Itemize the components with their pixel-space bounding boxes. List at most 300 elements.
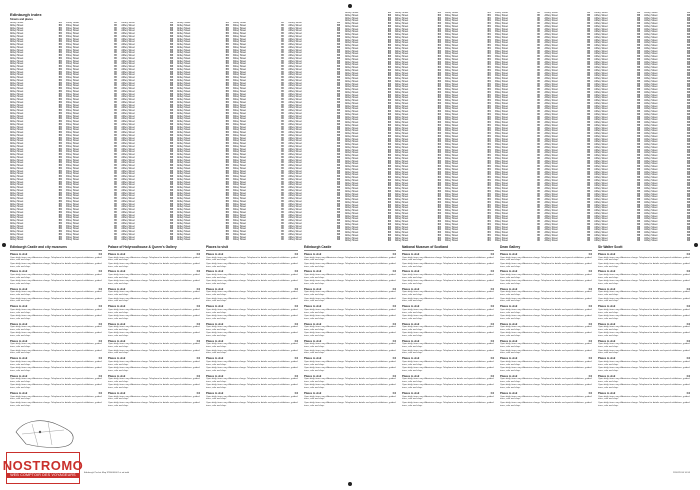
index-entry-ref: D4 bbox=[387, 91, 391, 94]
index-entry-ref: D4 bbox=[337, 156, 340, 159]
index-entry-name: Abbey Street bbox=[444, 102, 458, 105]
index-entry-name: Abbey Street bbox=[288, 203, 302, 206]
index-entry-ref: D4 bbox=[687, 160, 690, 163]
index-entry-ref: D4 bbox=[170, 101, 174, 104]
guide-entry-title: Places to visit bbox=[108, 270, 126, 274]
index-entry-name: Abbey Street bbox=[345, 89, 359, 91]
index-entry-name: Abbey Street bbox=[444, 20, 458, 23]
index-entry-name: Abbey Street bbox=[345, 221, 359, 223]
index-entry-ref: D4 bbox=[487, 149, 491, 152]
index-entry-name: Abbey Street bbox=[394, 218, 409, 221]
index-entry-name: Abbey Street bbox=[121, 189, 135, 192]
index-entry-ref: D4 bbox=[337, 217, 340, 220]
index-entry-ref: D4 bbox=[437, 94, 441, 97]
index-entry-name: Abbey Street bbox=[65, 198, 79, 200]
index-entry-name: Abbey Street bbox=[494, 78, 508, 80]
index-entry-name: Abbey Street bbox=[288, 220, 302, 222]
index-entry-ref: D4 bbox=[637, 108, 641, 111]
index-entry-name: Abbey Street bbox=[345, 36, 359, 39]
index-entry-name: Abbey Street bbox=[644, 146, 658, 149]
index-entry-name: Abbey Street bbox=[177, 27, 191, 30]
index-entry-name: Abbey Street bbox=[288, 118, 302, 121]
index-entry-ref: D4 bbox=[587, 78, 591, 80]
index-entry-ref: D4 bbox=[437, 116, 441, 119]
guide-entry-text: Open daily, times vary. Admission charge. Telephone for details and special exhibitions, guided tours, cafe and shop. bbox=[10, 280, 102, 285]
index-entry-ref: D4 bbox=[687, 163, 690, 166]
index-entry-name: Abbey Street bbox=[644, 152, 658, 155]
index-entry-name: Abbey Street bbox=[544, 12, 558, 14]
index-entry-name: Abbey Street bbox=[177, 228, 191, 231]
index-entry-name: Abbey Street bbox=[644, 17, 658, 20]
guide-entry-ref: C4 bbox=[294, 305, 298, 309]
index-entry-name: Abbey Street bbox=[494, 53, 508, 56]
index-entry-name: Abbey Street bbox=[444, 212, 458, 215]
index-entry-ref: D4 bbox=[170, 49, 174, 52]
guide-entries bbox=[500, 253, 592, 407]
guide-entry-text: Open daily, times vary. Admission charge. Telephone for details and special exhibitions, guided tours, cafe and shop. bbox=[304, 360, 396, 366]
index-entry-name: Abbey Street bbox=[345, 240, 359, 242]
index-entry-ref: D4 bbox=[337, 140, 340, 143]
index-entry-name: Abbey Street bbox=[10, 239, 24, 242]
index-entry-ref: D4 bbox=[58, 77, 62, 79]
index-entry-name: Abbey Street bbox=[544, 133, 558, 135]
index-entry-ref: D4 bbox=[281, 74, 285, 77]
index-entry-name: Abbey Street bbox=[232, 66, 246, 68]
index-entry-ref: D4 bbox=[587, 25, 591, 28]
guide-entry-ref: C4 bbox=[686, 374, 690, 378]
guide-entry-title: Places to visit bbox=[206, 287, 224, 291]
index-entry-name: Abbey Street bbox=[232, 96, 246, 99]
index-entry-ref: D4 bbox=[225, 35, 229, 38]
index-entry-ref: D4 bbox=[170, 129, 174, 132]
index-entry-name: Abbey Street bbox=[644, 155, 658, 157]
index-entry-ref: D4 bbox=[537, 152, 541, 155]
index-entry-name: Abbey Street bbox=[10, 140, 24, 143]
index-entry-name: Abbey Street bbox=[232, 214, 246, 217]
index-entry-name: Abbey Street bbox=[232, 112, 246, 115]
index-entry-ref: D4 bbox=[537, 42, 541, 45]
index-entry-ref: D4 bbox=[437, 232, 441, 234]
index-entry-name: Abbey Street bbox=[345, 75, 359, 78]
index-entry-name: Abbey Street bbox=[644, 80, 658, 83]
index-entry-ref: D4 bbox=[687, 78, 690, 80]
index-entry-name: Abbey Street bbox=[177, 220, 191, 222]
index-entry-ref: D4 bbox=[337, 33, 340, 35]
index-entry-ref: D4 bbox=[487, 144, 491, 146]
index-entry-name: Abbey Street bbox=[65, 187, 79, 189]
index-entry-name: Abbey Street bbox=[10, 233, 24, 236]
index-entry-name: Abbey Street bbox=[10, 101, 24, 104]
index-entry-ref: D4 bbox=[637, 31, 641, 34]
index-entry-name: Abbey Street bbox=[121, 159, 135, 162]
index-entry-name: Abbey Street bbox=[494, 111, 508, 113]
guide-entry-text: Open daily, times vary. Admission charge. Telephone for details and special exhibitions, guided tours, cafe and shop. bbox=[10, 308, 102, 314]
index-entry-ref: D4 bbox=[114, 126, 118, 129]
index-entry-ref: D4 bbox=[225, 184, 229, 187]
index-entry-name: Abbey Street bbox=[494, 138, 508, 141]
index-entry-name: Abbey Street bbox=[10, 214, 24, 217]
index-entry-name: Abbey Street bbox=[444, 207, 458, 210]
index-entry-ref: D4 bbox=[437, 135, 441, 138]
index-entry-name: Abbey Street bbox=[444, 56, 458, 58]
index-entry-name: Abbey Street bbox=[345, 226, 359, 229]
index-entry-name: Abbey Street bbox=[644, 25, 658, 28]
index-entry-ref: D4 bbox=[687, 86, 690, 89]
index-entry-ref: D4 bbox=[114, 143, 118, 145]
index-entry-ref: D4 bbox=[387, 122, 391, 124]
index-entry-ref: D4 bbox=[170, 115, 174, 118]
index-entry-name: Abbey Street bbox=[494, 190, 508, 193]
index-entry-ref: D4 bbox=[58, 231, 62, 233]
index-entry-name: Abbey Street bbox=[644, 97, 658, 100]
index-entry-name: Abbey Street bbox=[494, 193, 508, 196]
guide-entry-text: Open daily, times vary. Admission charge. Telephone for details and special exhibitions, guided tours, cafe and shop. bbox=[304, 332, 396, 338]
index-entry-name: Abbey Street bbox=[121, 195, 135, 198]
index-entry-ref: D4 bbox=[637, 14, 641, 17]
index-entry-ref: D4 bbox=[437, 229, 441, 232]
index-entry-ref: D4 bbox=[687, 14, 690, 17]
index-entry-ref: D4 bbox=[58, 203, 62, 206]
guide-entry-title: Places to visit bbox=[402, 253, 420, 256]
index-entry-name: Abbey Street bbox=[644, 72, 658, 75]
index-entry-name: Abbey Street bbox=[177, 68, 191, 71]
guide-entry-ref: C4 bbox=[392, 287, 396, 291]
index-entry-ref: D4 bbox=[587, 20, 591, 23]
guide-entry-text: Open daily, times vary. Admission charge. Telephone for details and special exhibitions, guided tours, cafe and shop. bbox=[108, 384, 200, 390]
index-entry-ref: D4 bbox=[281, 44, 285, 46]
index-entry-ref: D4 bbox=[58, 151, 62, 154]
index-entry-name: Abbey Street bbox=[444, 86, 458, 89]
index-entry-ref: D4 bbox=[58, 71, 62, 74]
index-entry-name: Abbey Street bbox=[288, 30, 302, 33]
index-entry-ref: D4 bbox=[537, 226, 541, 229]
index-entry-ref: D4 bbox=[437, 215, 441, 218]
index-entry-ref: D4 bbox=[170, 176, 174, 178]
index-entry-name: Abbey Street bbox=[65, 151, 79, 154]
index-entry-name: Abbey Street bbox=[544, 53, 558, 56]
index-entry-ref: D4 bbox=[114, 159, 118, 162]
index-entry-ref: D4 bbox=[437, 179, 441, 182]
index-entry-name: Abbey Street bbox=[594, 149, 608, 152]
index-entry-name: Abbey Street bbox=[65, 52, 79, 55]
index-entry-name: Abbey Street bbox=[288, 41, 302, 44]
index-entry-name: Abbey Street bbox=[644, 102, 658, 105]
index-entry-name: Abbey Street bbox=[232, 55, 246, 57]
index-entry-ref: D4 bbox=[337, 104, 340, 107]
index-entry-name: Abbey Street bbox=[65, 46, 79, 49]
index-entry-name: Abbey Street bbox=[594, 108, 608, 111]
index-entry-ref: D4 bbox=[58, 209, 62, 211]
index-entry-name: Abbey Street bbox=[121, 104, 135, 107]
index-entry-ref: D4 bbox=[337, 214, 340, 217]
index-entry-name: Abbey Street bbox=[345, 61, 359, 64]
index-entry-name: Abbey Street bbox=[121, 162, 135, 165]
guide-entry-text: Open daily, times vary. Admission charge. Telephone for details and special exhibitions, guided tours, cafe and shop. bbox=[500, 297, 592, 303]
index-entry-name: Abbey Street bbox=[288, 173, 302, 176]
index-entry-ref: D4 bbox=[58, 121, 62, 123]
index-entry-ref: D4 bbox=[58, 239, 62, 242]
index-entry-name: Abbey Street bbox=[594, 56, 608, 58]
index-entry-name: Abbey Street bbox=[594, 105, 608, 108]
index-entry-ref: D4 bbox=[387, 234, 391, 237]
index-entry-name: Abbey Street bbox=[345, 94, 359, 97]
index-entry-ref: D4 bbox=[281, 85, 285, 88]
index-entry-ref: D4 bbox=[337, 79, 340, 82]
index-entry-name: Abbey Street bbox=[232, 107, 246, 110]
index-entry-ref: D4 bbox=[487, 237, 491, 240]
index-entry-name: Abbey Street bbox=[444, 149, 458, 152]
index-entry-name: Abbey Street bbox=[544, 75, 558, 78]
guide-heading: Palace of Holyroodhouse & Queen's Gallery bbox=[108, 245, 200, 251]
index-entry-ref: D4 bbox=[337, 173, 340, 176]
index-entry-ref: D4 bbox=[281, 220, 285, 222]
index-entry-ref: D4 bbox=[587, 53, 591, 56]
index-entry-ref: D4 bbox=[337, 162, 340, 165]
index-entry-ref: D4 bbox=[337, 129, 340, 132]
index-entry-ref: D4 bbox=[281, 22, 285, 24]
guide-entry-heading bbox=[402, 392, 494, 395]
index-entry-name: Abbey Street bbox=[121, 140, 135, 143]
index-entry-ref: D4 bbox=[225, 90, 229, 93]
guide-entry-ref: C4 bbox=[98, 253, 102, 256]
index-entry-ref: D4 bbox=[437, 177, 441, 179]
index-entry-name: Abbey Street bbox=[121, 33, 135, 35]
index-entry-name: Abbey Street bbox=[232, 24, 246, 27]
index-entry-ref: D4 bbox=[487, 226, 491, 229]
index-entry-ref: D4 bbox=[170, 222, 174, 225]
index-entry-name: Abbey Street bbox=[65, 99, 79, 101]
index-entry-ref: D4 bbox=[337, 88, 340, 90]
index-entry-name: Abbey Street bbox=[644, 174, 658, 177]
guide-entry-title: Places to visit bbox=[500, 270, 518, 274]
guide-entry-text: Open daily, times vary. Admission charge. Telephone for details and special exhibitions, guided tours, cafe and shop. bbox=[500, 384, 592, 390]
index-entry-ref: D4 bbox=[114, 195, 118, 198]
index-entry-ref: D4 bbox=[58, 74, 62, 77]
index-entry-name: Abbey Street bbox=[177, 60, 191, 63]
index-entry-name: Abbey Street bbox=[288, 27, 302, 30]
index-entry-name: Abbey Street bbox=[121, 115, 135, 118]
index-entry-ref: D4 bbox=[114, 225, 118, 228]
guide-entry-text: Open daily, times vary. Admission charge. Telephone for details and special exhibitions, guided tours, cafe and shop. bbox=[402, 280, 494, 285]
guide-entry-text: Open daily, times vary. Admission charge. Telephone for details and special exhibitions, guided tours, cafe and shop. bbox=[206, 343, 298, 349]
index-entry-ref: D4 bbox=[587, 193, 591, 196]
index-entry-name: Abbey Street bbox=[444, 127, 458, 130]
index-entry-ref: D4 bbox=[170, 214, 174, 217]
index-entry-ref: D4 bbox=[225, 121, 229, 123]
index-entry-name: Abbey Street bbox=[232, 203, 246, 206]
index-entry-name: Abbey Street bbox=[494, 64, 508, 67]
index-subtitle: Streets and places bbox=[10, 18, 33, 21]
index-entry-ref: D4 bbox=[587, 105, 591, 108]
guide-entry-text: Open daily, times vary. Admission charge. Telephone for details and special exhibitions, guided tours, cafe and shop. bbox=[10, 262, 102, 268]
index-entry-ref: D4 bbox=[537, 28, 541, 31]
registration-mark bbox=[348, 4, 352, 8]
index-entry-ref: D4 bbox=[437, 210, 441, 212]
index-entry-name: Abbey Street bbox=[288, 233, 302, 236]
index-entry-ref: D4 bbox=[170, 220, 174, 222]
index-entry-ref: D4 bbox=[58, 44, 62, 46]
index-entry-name: Abbey Street bbox=[494, 155, 508, 157]
index-entry-name: Abbey Street bbox=[177, 159, 191, 162]
index-entry-ref: D4 bbox=[687, 23, 690, 25]
index-entry-name: Abbey Street bbox=[345, 168, 359, 171]
index-entry-name: Abbey Street bbox=[594, 91, 608, 94]
index-entry-ref: D4 bbox=[687, 168, 690, 171]
index-entry-ref: D4 bbox=[170, 170, 174, 173]
index-entry-ref: D4 bbox=[637, 111, 641, 113]
index-entry-name: Abbey Street bbox=[444, 97, 458, 100]
index-entry-ref: D4 bbox=[537, 67, 541, 69]
index-entry-name: Abbey Street bbox=[594, 232, 608, 234]
index-entry-name: Abbey Street bbox=[594, 36, 608, 39]
index-entry-ref: D4 bbox=[637, 204, 641, 207]
index-entry-ref: D4 bbox=[281, 134, 285, 137]
index-entry-ref: D4 bbox=[337, 41, 340, 44]
index-entry-name: Abbey Street bbox=[494, 232, 508, 234]
index-entry-name: Abbey Street bbox=[644, 204, 658, 207]
index-entry-name: Abbey Street bbox=[121, 96, 135, 99]
index-entry-ref: D4 bbox=[487, 196, 491, 199]
index-entry-name: Abbey Street bbox=[177, 231, 191, 233]
index-entry-ref: D4 bbox=[387, 157, 391, 160]
index-entry-name: Abbey Street bbox=[494, 75, 508, 78]
index-entry-name: Abbey Street bbox=[232, 30, 246, 33]
index-entry-ref: D4 bbox=[337, 192, 340, 195]
index-entry-ref: D4 bbox=[58, 96, 62, 99]
index-entry-name: Abbey Street bbox=[394, 127, 409, 130]
index-entry-name: Abbey Street bbox=[394, 89, 409, 91]
index-entry-ref: D4 bbox=[387, 210, 391, 212]
index-entry-name: Abbey Street bbox=[594, 190, 608, 193]
index-entry-name: Abbey Street bbox=[345, 204, 359, 207]
index-entry-name: Abbey Street bbox=[644, 28, 658, 31]
index-entry-ref: D4 bbox=[225, 239, 229, 242]
index-entry-name: Abbey Street bbox=[594, 75, 608, 78]
index-entry-name: Abbey Street bbox=[288, 123, 302, 126]
index-entry-name: Abbey Street bbox=[232, 220, 246, 222]
index-entry-ref: D4 bbox=[281, 46, 285, 49]
index-entry-ref: D4 bbox=[387, 78, 391, 80]
index-entry-name: Abbey Street bbox=[232, 211, 246, 214]
index-entry-name: Abbey Street bbox=[594, 193, 608, 196]
guide-entry-text: Open daily, times vary. Admission charge. Telephone for details and special exhibitions, guided tours, cafe and shop. bbox=[304, 367, 396, 372]
index-entry-ref: D4 bbox=[437, 157, 441, 160]
index-entry-ref: D4 bbox=[687, 171, 690, 174]
index-entry-name: Abbey Street bbox=[544, 25, 558, 28]
index-entry-name: Abbey Street bbox=[345, 72, 359, 75]
guide-entry-title: Places to visit bbox=[10, 305, 28, 309]
guide-entry-heading bbox=[206, 305, 298, 308]
index-entry-ref: D4 bbox=[281, 33, 285, 35]
index-entry-name: Abbey Street bbox=[594, 69, 608, 72]
index-entry-ref: D4 bbox=[537, 86, 541, 89]
index-entry-name: Abbey Street bbox=[644, 34, 658, 36]
index-entry-ref: D4 bbox=[587, 130, 591, 133]
index-entry-name: Abbey Street bbox=[544, 56, 558, 58]
index-entry-ref: D4 bbox=[58, 110, 62, 112]
index-entry-ref: D4 bbox=[170, 93, 174, 96]
index-entry-name: Abbey Street bbox=[177, 206, 191, 209]
index-entry-name: Abbey Street bbox=[444, 188, 458, 190]
index-entry-ref: D4 bbox=[537, 232, 541, 234]
index-entry-name: Abbey Street bbox=[544, 127, 558, 130]
index-entry-ref: D4 bbox=[281, 233, 285, 236]
index-entry-ref: D4 bbox=[437, 127, 441, 130]
guide-entry-ref: C4 bbox=[196, 392, 200, 395]
index-entry-name: Abbey Street bbox=[594, 135, 608, 138]
index-entry-ref: D4 bbox=[170, 143, 174, 145]
index-entry-ref: D4 bbox=[587, 122, 591, 124]
index-entry-ref: D4 bbox=[281, 154, 285, 156]
index-entry-ref: D4 bbox=[587, 188, 591, 190]
index-entry-name: Abbey Street bbox=[177, 140, 191, 143]
index-entry-ref: D4 bbox=[170, 57, 174, 60]
index-entry-name: Abbey Street bbox=[345, 78, 359, 80]
guide-entry-title: Places to visit bbox=[108, 392, 126, 395]
index-entry-ref: D4 bbox=[637, 127, 641, 130]
index-entry-name: Abbey Street bbox=[232, 181, 246, 184]
guide-entry-text: Open daily, times vary. Admission charge. Telephone for details and special exhibitions, guided tours, cafe and shop. bbox=[10, 349, 102, 355]
index-entry-name: Abbey Street bbox=[177, 77, 191, 79]
index-entry-ref: D4 bbox=[637, 207, 641, 210]
index-entry-name: Abbey Street bbox=[345, 34, 359, 36]
index-entry-name: Abbey Street bbox=[544, 97, 558, 100]
index-entry-ref: D4 bbox=[387, 61, 391, 64]
index-entry-name: Abbey Street bbox=[177, 222, 191, 225]
index-entry-name: Abbey Street bbox=[444, 89, 458, 91]
index-entry-ref: D4 bbox=[281, 195, 285, 198]
index-entry-ref: D4 bbox=[537, 193, 541, 196]
index-entry-name: Abbey Street bbox=[544, 72, 558, 75]
index-entry-name: Abbey Street bbox=[594, 97, 608, 100]
index-entry-ref: D4 bbox=[587, 108, 591, 111]
index-entry-ref: D4 bbox=[114, 200, 118, 203]
guide-entry-heading bbox=[500, 253, 592, 256]
index-entry-name: Abbey Street bbox=[394, 47, 409, 50]
index-entry-name: Abbey Street bbox=[594, 94, 608, 97]
index-entry-name: Abbey Street bbox=[121, 79, 135, 82]
index-entry-ref: D4 bbox=[58, 233, 62, 236]
index-entry-name: Abbey Street bbox=[65, 126, 79, 129]
index-entry-ref: D4 bbox=[587, 39, 591, 42]
guide-entry-text: Open daily, times vary. Admission charge. Telephone for details and special exhibitions, guided tours, cafe and shop. bbox=[304, 297, 396, 303]
index-entry-name: Abbey Street bbox=[544, 64, 558, 67]
index-entry-ref: D4 bbox=[387, 144, 391, 146]
index-entry-ref: D4 bbox=[587, 23, 591, 25]
index-entry-ref: D4 bbox=[587, 89, 591, 91]
index-entry-name: Abbey Street bbox=[345, 17, 359, 20]
index-entry-ref: D4 bbox=[687, 130, 690, 133]
index-entry-name: Abbey Street bbox=[121, 233, 135, 236]
guide-entry-heading bbox=[10, 253, 102, 256]
index-entry-ref: D4 bbox=[487, 75, 491, 78]
index-entry-name: Abbey Street bbox=[594, 141, 608, 144]
index-entry-name: Abbey Street bbox=[288, 49, 302, 52]
index-entry-name: Abbey Street bbox=[232, 88, 246, 90]
index-entry-ref: D4 bbox=[58, 90, 62, 93]
index-entry-ref: D4 bbox=[114, 214, 118, 217]
index-entry-ref: D4 bbox=[537, 45, 541, 47]
index-entry-name: Abbey Street bbox=[232, 195, 246, 198]
index-entry-ref: D4 bbox=[281, 140, 285, 143]
index-entry-name: Abbey Street bbox=[494, 67, 508, 69]
index-entry-ref: D4 bbox=[281, 145, 285, 148]
index-entry-name: Abbey Street bbox=[444, 69, 458, 72]
index-entry-ref: D4 bbox=[58, 214, 62, 217]
index-entry-ref: D4 bbox=[587, 67, 591, 69]
index-entry bbox=[65, 236, 118, 242]
index-entry-name: Abbey Street bbox=[544, 212, 558, 215]
